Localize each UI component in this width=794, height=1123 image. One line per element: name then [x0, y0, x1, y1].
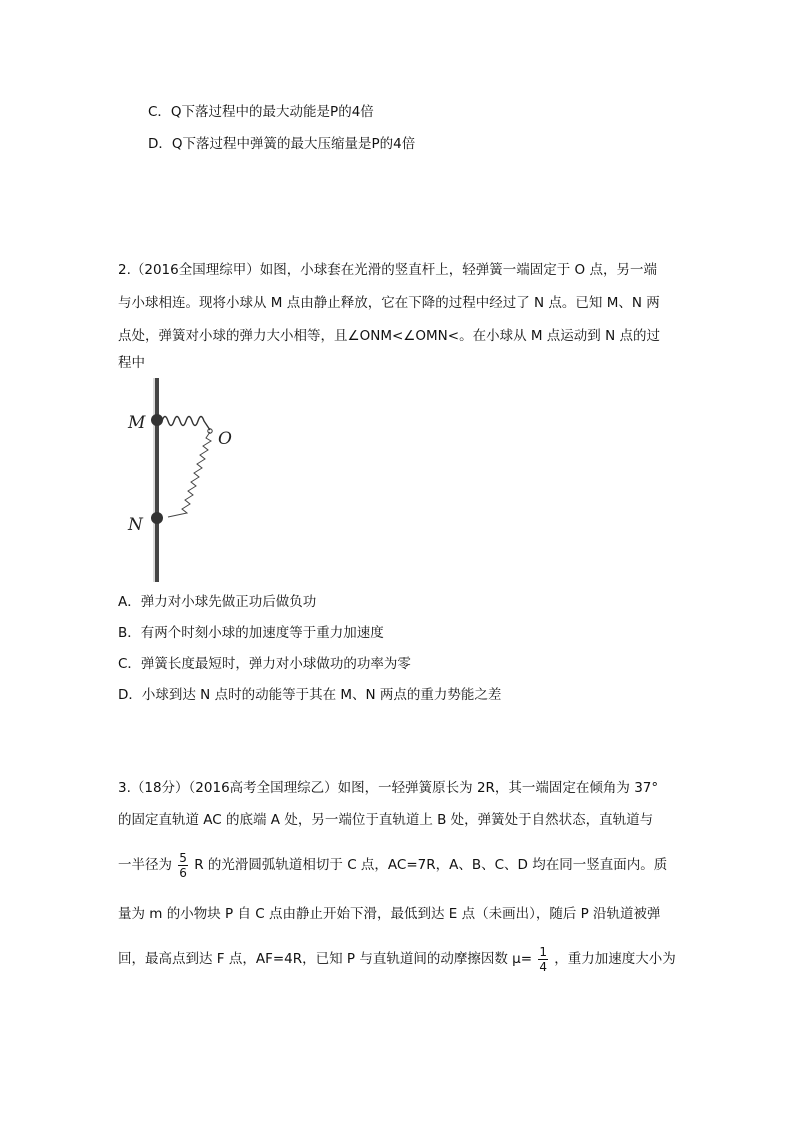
- prev-option-c: C．Q下落过程中的最大动能是P的4倍: [148, 104, 374, 120]
- q3-text-line2: 的固定直轨道 AC 的底端 A 处，另一端位于直轨道上 B 处，弹簧处于自然状态，直轨道与: [118, 812, 654, 828]
- label-o: O: [218, 429, 232, 449]
- q2-text-line4: 程中: [118, 355, 145, 371]
- prev-option-d: D．Q下落过程中弹簧的最大压缩量是P的4倍: [148, 136, 416, 152]
- label-m: M: [128, 413, 146, 433]
- q3-text-line3: [118, 848, 667, 882]
- q2-option-c: C．弹簧长度最短时，弹力对小球做功的功率为零: [118, 656, 411, 672]
- fraction-five-sixths: $\frac{5}{6}$: [179, 850, 187, 880]
- ball-n: [151, 512, 163, 524]
- q2-text-line3: 点处，弹簧对小球的弹力大小相等，且∠ONM<∠OMN<。在小球从 M 点运动到 N 点的过: [118, 328, 660, 344]
- vertical-rod: [155, 378, 159, 582]
- spring-rod-figure: [118, 372, 232, 584]
- q3-line3-pre: 一半径为: [118, 857, 172, 873]
- q3-text-line5: [118, 942, 676, 976]
- q2-text-line1: 2.（2016全国理综甲）如图，小球套在光滑的竖直杆上，轻弹簧一端固定于 O 点，另一端: [118, 262, 657, 278]
- spring-on: [168, 432, 211, 517]
- q2-option-d: D．小球到达 N 点时的动能等于其在 M、N 两点的重力势能之差: [118, 687, 502, 703]
- spring-mo: [162, 417, 210, 431]
- q3-line5-post: ，重力加速度大小为: [554, 951, 676, 967]
- q2-text-line2: 与小球相连。现将小球从 M 点由静止释放，它在下降的过程中经过了 N 点。已知 M、N 两: [118, 295, 660, 311]
- q3-text-line1: 3.（18分）（2016高考全国理综乙）如图，一轻弹簧原长为 2R，其一端固定在倾角为 37°: [118, 780, 659, 796]
- q2-option-b: B．有两个时刻小球的加速度等于重力加速度: [118, 625, 384, 641]
- fraction-one-quarter: $\frac{1}{4}$: [539, 944, 547, 974]
- q3-line5-pre: 回，最高点到达 F 点，AF=4R，已知 P 与直轨道间的动摩擦因数 μ=: [118, 951, 533, 967]
- q3-line3-post: R 的光滑圆弧轨道相切于 C 点，AC=7R，A、B、C、D 均在同一竖直面内。质: [194, 857, 668, 873]
- label-n: N: [128, 515, 143, 535]
- q2-option-a: A．弹力对小球先做正功后做负功: [118, 594, 317, 610]
- ball-m: [151, 414, 163, 426]
- q3-text-line4: 量为 m 的小物块 P 自 C 点由静止开始下滑，最低到达 E 点（未画出），随后 P 沿轨道被弹: [118, 906, 661, 922]
